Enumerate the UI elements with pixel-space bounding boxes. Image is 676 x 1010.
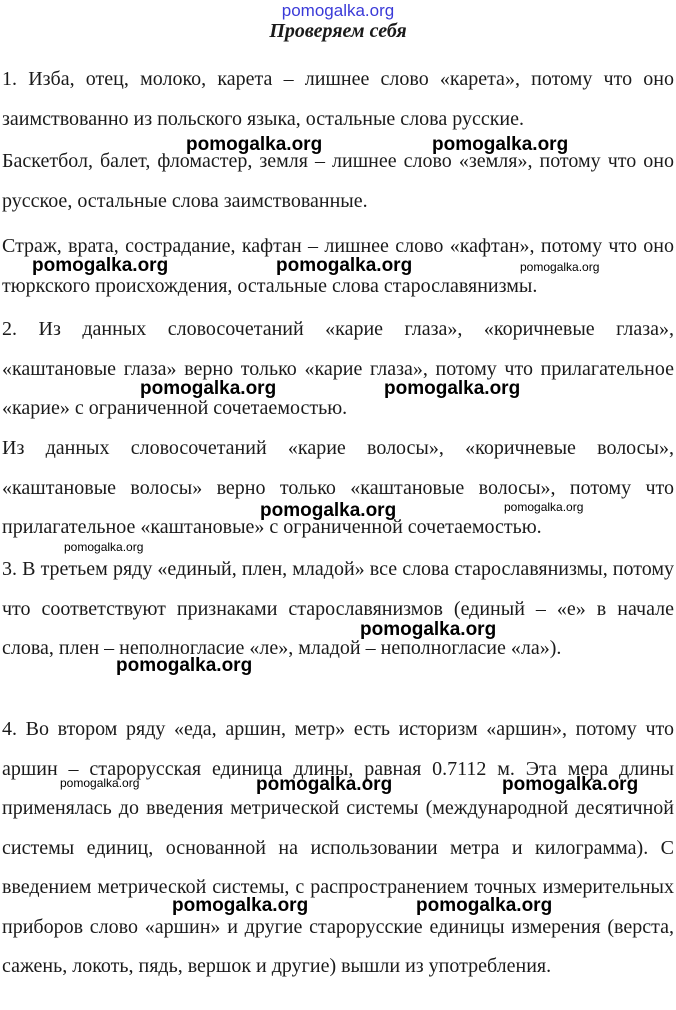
paragraph-3: Страж, врата, сострадание, кафтан – лишнее слово «кафтан», потому что оно тюркского происхождения, остальные слова старославянизмы. — [2, 235, 674, 297]
paragraph-2: Баскетбол, балет, фломастер, земля – лишнее слово «земля», потому что оно русское, остальные слова заимствованные. — [2, 150, 674, 212]
watermark: pomogalka.org — [186, 134, 323, 155]
paragraph-1: 1. Изба, отец, молоко, карета – лишнее слово «карета», потому что оно заимствованно из польского языка, остальные слова русские. — [2, 68, 674, 130]
watermark: pomogalka.org — [276, 255, 413, 276]
paragraph-4: 2. Из данных словосочетаний «карие глаза», «коричневые глаза», «каштановые глаза» верно только «карие глаза», потому что прилагательное «карие» с ограниченной сочетаемостью. — [2, 318, 674, 419]
watermark: pomogalka.org — [140, 378, 277, 399]
paragraph-5: Из данных словосочетаний «карие волосы», «коричневые волосы», «каштановые волосы» верно только «каштановые волосы», потому что прилагательное «каштановые» с ограниченной сочетаемостью. — [2, 437, 674, 538]
watermark: pomogalka.org — [416, 895, 553, 916]
paragraph-6: 3. В третьем ряду «единый, плен, младой» все слова старославянизмы, потому что соответствуют признаками старославянизмов (единый – «е» в начале слова, плен – неполногласие «ле», младой – неполногласие «ла»). — [2, 558, 674, 659]
watermark: pomogalka.org — [116, 655, 253, 676]
watermark: pomogalka.org — [504, 500, 584, 514]
watermark: pomogalka.org — [60, 776, 140, 790]
watermark: pomogalka.org — [64, 540, 144, 554]
watermark: pomogalka.org — [32, 255, 169, 276]
watermark: pomogalka.org — [432, 134, 569, 155]
watermark: pomogalka.org — [256, 774, 393, 795]
watermark: pomogalka.org — [502, 774, 639, 795]
watermark: pomogalka.org — [172, 895, 309, 916]
watermark: pomogalka.org — [360, 619, 497, 640]
watermark: pomogalka.org — [260, 500, 397, 521]
page-title: Проверяем себя — [269, 20, 407, 42]
watermark: pomogalka.org — [520, 260, 600, 274]
watermark: pomogalka.org — [384, 378, 521, 399]
site-header-watermark: pomogalka.org — [281, 1, 395, 20]
paragraph-7: 4. Во втором ряду «еда, аршин, метр» есть историзм «аршин», потому что аршин – старорусская единица длины, равная 0.7112 м. Эта мера длины применялась до введения метрической системы (международной десятичной системы единиц, основанной на использовании метра и килограмма). С введением метрической системы, с распространением точных измерительных приборов слово «аршин» и другие старорусские единицы измерения (верста, сажень, локоть, пядь, вершок и другие) вышли из употребления. — [2, 718, 674, 977]
